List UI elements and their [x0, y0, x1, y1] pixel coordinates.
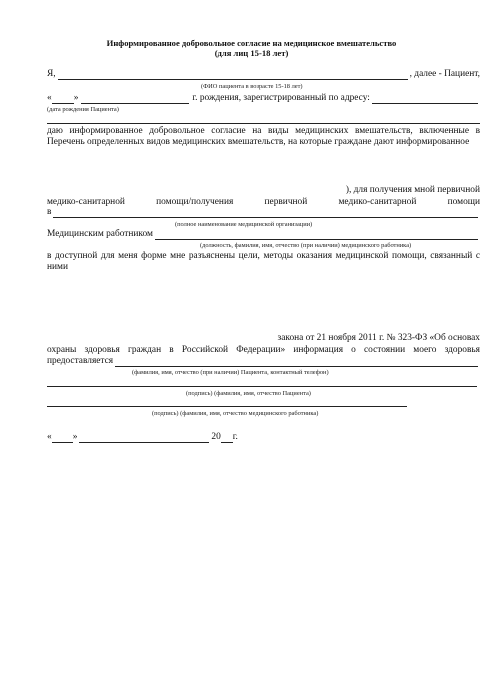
hint-med-worker: (должность, фамилия, имя, отчество (при наличии) медицинского работника) [200, 242, 412, 249]
provided-label: предоставляется [47, 356, 114, 366]
hint-birthdate: (дата рождения Пациента) [47, 106, 119, 113]
birth-day-field[interactable] [52, 94, 74, 104]
v-label: в [47, 207, 52, 217]
date-year-suffix: г. [232, 432, 238, 442]
form-title: Информированное добровольное согласие на медицинское вмешательство [106, 38, 397, 48]
hint-organization: (полное наименование медицинской организации) [175, 221, 313, 228]
birth-month-year-field[interactable] [81, 94, 189, 104]
hint-worker-signature: (подпись) (фамилия, имя, отчество медицинского работника) [152, 410, 319, 417]
birth-row [47, 93, 480, 104]
patient-name-row [47, 69, 480, 80]
primary-care-line1: ), для получения мной первичной [345, 185, 480, 195]
date-row [47, 432, 277, 443]
med-worker-field[interactable] [155, 230, 478, 240]
date-quote-open: « [47, 432, 52, 442]
consent-paragraph: даю информированное добровольное согласие на виды медицинских вмешательств, включенные в Перечень определенных видов медицинских вмешательств, на которые граждане дают информированное [47, 126, 480, 147]
date-day-field[interactable] [52, 433, 73, 443]
quote-close: » [73, 93, 79, 103]
worker-signature-field[interactable] [47, 406, 407, 407]
organization-field[interactable] [53, 208, 478, 218]
primary-care-line2: медико-санитарной помощи/получения первичной медико-санитарной помощи [47, 197, 480, 207]
law-line2: охраны здоровья граждан в Российской Федерации» информация о состоянии моего здоровья [47, 345, 480, 355]
patient-suffix-label: , далее - Пациент, [409, 69, 480, 79]
organization-row [47, 207, 480, 218]
hint-patient-fio: (ФИО пациента в возрасте 15-18 лет) [201, 83, 303, 90]
birth-text: г. рождения, зарегистрированный по адресу: [192, 93, 370, 103]
provided-field[interactable] [115, 357, 478, 367]
date-year-field[interactable] [221, 433, 233, 443]
form-subtitle: (для лиц 15-18 лет) [214, 48, 289, 58]
provided-row [47, 356, 480, 367]
hint-patient-signature: (подпись) (фамилия, имя, отчество Пациента) [186, 390, 311, 397]
med-worker-label: Медицинским работником [47, 229, 153, 239]
hint-patient-contact: (фамилия, имя, отчество (при наличии) Пациента, контактный телефон) [132, 369, 329, 376]
date-year-prefix: 20 [211, 432, 221, 442]
date-quote-close: » [72, 432, 78, 442]
quote-open: « [47, 93, 52, 103]
law-line1: закона от 21 ноября 2011 г. № 323-ФЗ «Об основах [277, 333, 480, 343]
patient-name-field[interactable] [58, 70, 408, 80]
patient-signature-field[interactable] [47, 386, 477, 387]
address-continuation-field[interactable] [47, 123, 480, 124]
explained-paragraph: в доступной для меня форме мне разъяснены цели, методы оказания медицинской помощи, связанный с ними [47, 251, 480, 272]
date-month-field[interactable] [79, 433, 209, 443]
ya-label: Я, [47, 69, 56, 79]
address-field[interactable] [372, 94, 478, 104]
med-worker-row [47, 229, 480, 240]
